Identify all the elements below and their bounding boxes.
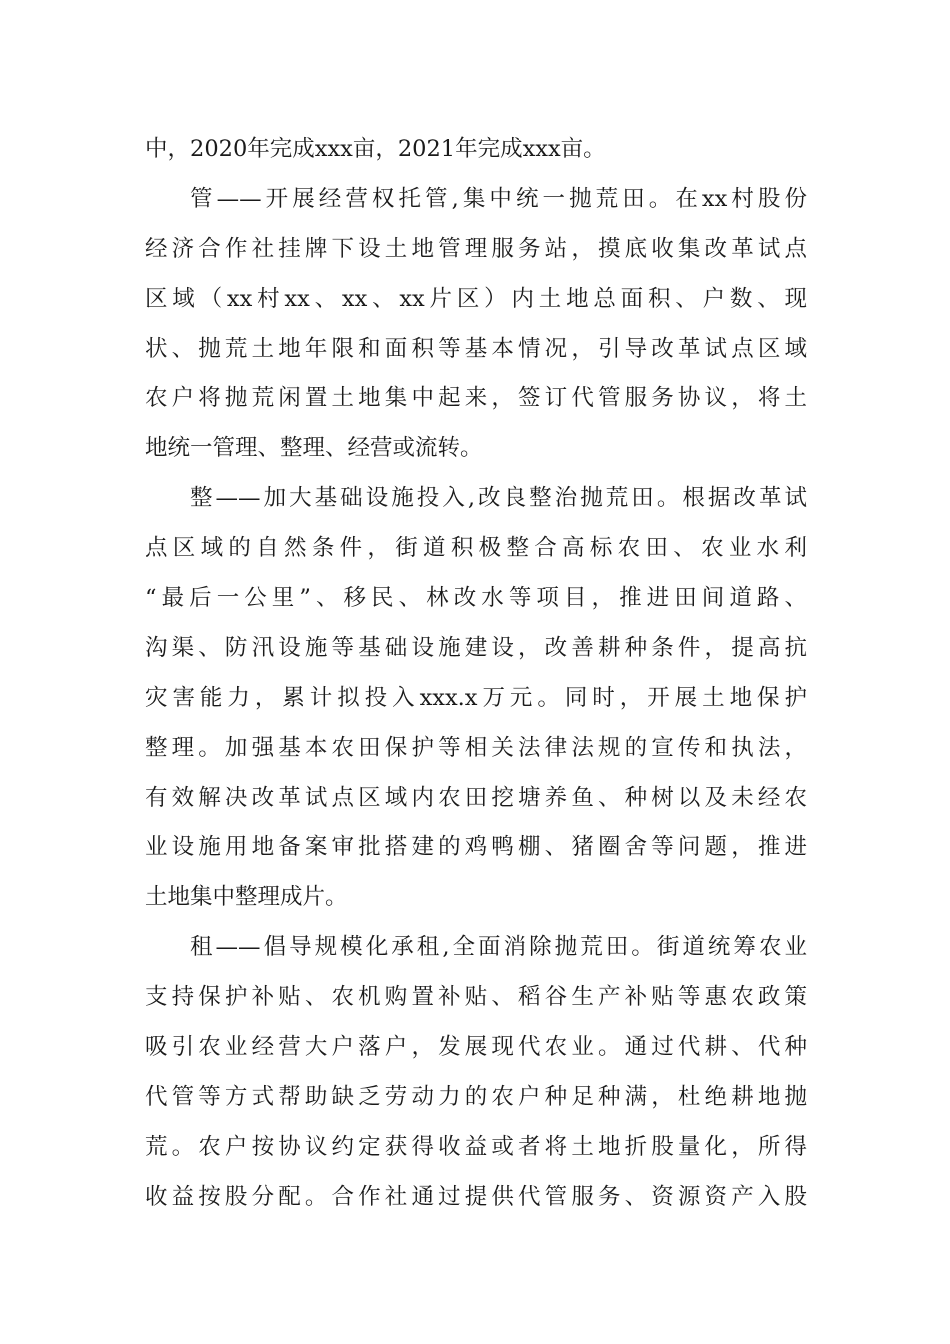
text-line: 经济合作社挂牌下设土地管理服务站，摸底收集改革试点: [145, 235, 807, 262]
text-line: “最后一公里”、移民、林改水等项目，推进田间道路、: [145, 585, 807, 612]
text-line: 状、抛荒土地年限和面积等基本情况，引导改革试点区域: [145, 335, 807, 362]
paragraph-heading-line-zheng: 整——加大基础设施投入,改良整治抛荒田。根据改革试: [190, 485, 807, 512]
text-line: 荒。农户按协议约定获得收益或者将土地折股量化，所得: [145, 1133, 807, 1160]
text-line: 点区域的自然条件，街道积极整合高标农田、农业水利: [145, 535, 807, 562]
text-line: 整理。加强基本农田保护等相关法律法规的宣传和执法，: [145, 734, 807, 761]
paragraph-heading-line-zu: 租——倡导规模化承租,全面消除抛荒田。街道统筹农业: [190, 934, 807, 961]
paragraph-heading-line-guan: 管——开展经营权托管,集中统一抛荒田。在xx村股份: [190, 185, 807, 212]
text-line: 农户将抛荒闲置土地集中起来，签订代管服务协议，将土: [145, 385, 807, 412]
text-line: 吸引农业经营大户落户，发展现代农业。通过代耕、代种: [145, 1034, 807, 1061]
text-line: 代管等方式帮助缺乏劳动力的农户种足种满，杜绝耕地抛: [145, 1083, 807, 1110]
text-line: 收益按股分配。合作社通过提供代管服务、资源资产入股: [145, 1183, 807, 1210]
text-line: 土地集中整理成片。: [145, 884, 348, 911]
text-line: 支持保护补贴、农机购置补贴、稻谷生产补贴等惠农政策: [145, 984, 807, 1011]
text-line: 灾害能力，累计拟投入xxx.x万元。同时，开展土地保护: [145, 684, 807, 711]
text-line: 中，2020年完成xxx亩，2021年完成xxx亩。: [145, 136, 606, 162]
text-line: 沟渠、防汛设施等基础设施建设，改善耕种条件，提高抗: [145, 634, 807, 661]
text-line: 有效解决改革试点区域内农田挖塘养鱼、种树以及未经农: [145, 784, 807, 811]
text-line: 区域（xx村xx、xx、xx片区）内土地总面积、户数、现: [145, 285, 807, 312]
text-line: 地统一管理、整理、经营或流转。: [145, 435, 483, 462]
document-body: [145, 125, 807, 1223]
text-line: 业设施用地备案审批搭建的鸡鸭棚、猪圈舍等问题，推进: [145, 834, 807, 861]
